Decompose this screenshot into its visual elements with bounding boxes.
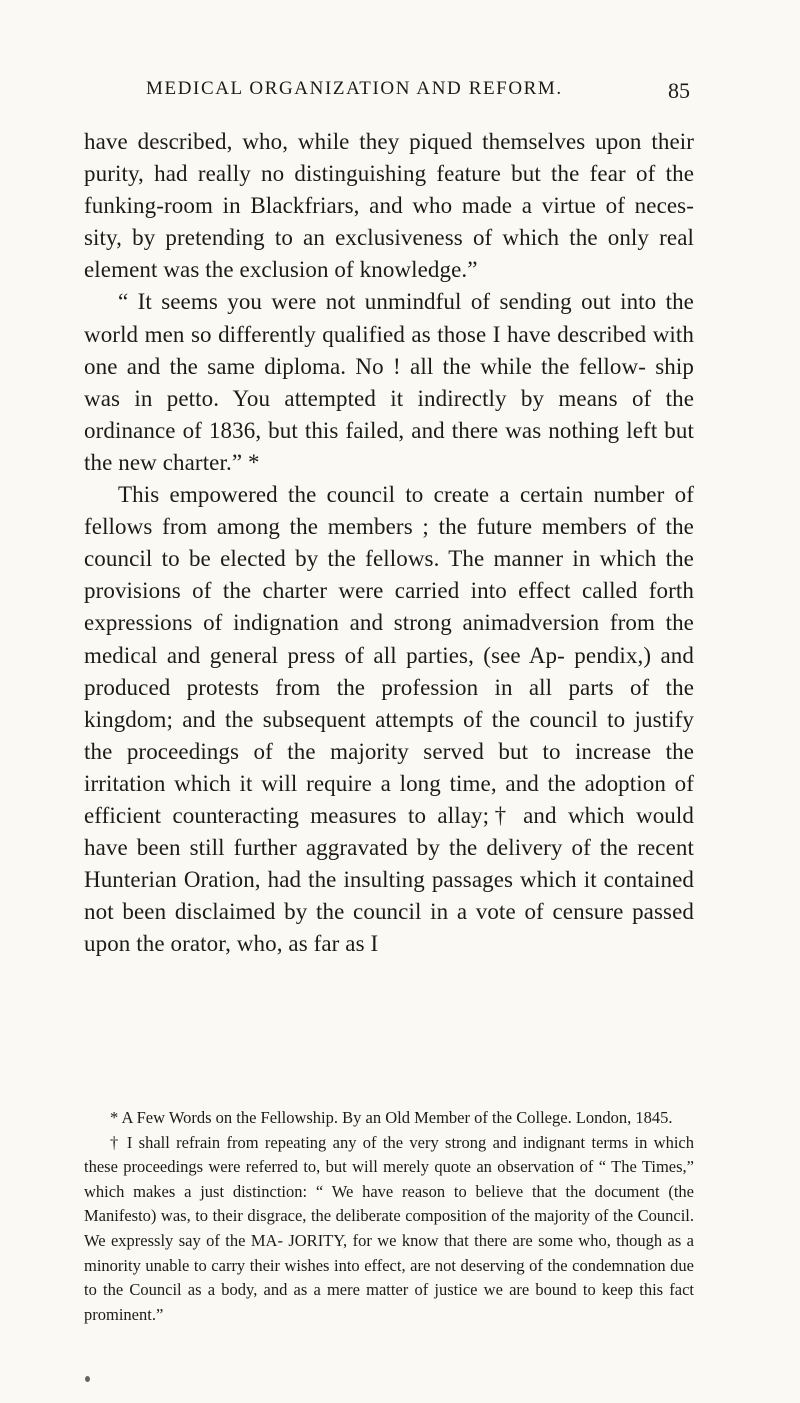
body-text bbox=[84, 126, 694, 960]
page-header bbox=[146, 78, 690, 110]
paragraph: “ It seems you were not unmindful of sending out into the world men so differently qualified as those I have described with one and the same diploma. No ! all the while the fellow- ship was in petto. You attempted it indirectly by means of the ordinance of 1836, but this failed, and there was nothing left but the new charter.” * bbox=[84, 289, 694, 475]
running-head: MEDICAL ORGANIZATION AND REFORM. bbox=[146, 78, 563, 99]
paragraph: This empowered the council to create a certain number of fellows from among the members ; the future members of the council to be elected by the fellows. The manner in which the provisions of the charter were carried into effect called forth expressions of indignation and strong animadversion from the medical and general press of all parties, (see Ap- pendix,) and produced protests from the profession in all parts of the kingdom; and the subsequent attempts of the council to justify the proceedings of the majority served but to increase the irritation which it will require a long time, and the adoption of efficient counteracting measures to allay;† and which would have been still further aggravated by the delivery of the recent Hunterian Oration, had the insulting passages which it contained not been disclaimed by the council in a vote of censure passed upon the orator, who, as far as I bbox=[84, 482, 694, 957]
footnote: * A Few Words on the Fellowship. By an Old Member of the College. London, 1845. bbox=[110, 1108, 673, 1127]
paragraph: have described, who, while they piqued themselves upon their purity, had really no distinguishing feature but the fear of the funking-room in Blackfriars, and who made a virtue of neces- sity, by pretending to an exclusiveness of which the only real element was the exclusion of knowledge.” bbox=[84, 129, 694, 283]
page-number: 85 bbox=[668, 78, 690, 103]
ink-speck bbox=[85, 1376, 90, 1382]
footnote: † I shall refrain from repeating any of the very strong and indignant terms in which these proceedings were referred to, but will merely quote an observation of “ The Times,” which makes a just distinction: “ We have reason to believe that the document (the Manifesto) was, to their disgrace, the deliberate composition of the majority of the Council. We expressly say of the MA- JORITY, for we know that there are some who, though as a minority unable to carry their wishes into effect, are not deserving of the condemnation due to the Council as a body, and as a mere matter of justice we are bound to keep this fact prominent.” bbox=[84, 1132, 694, 1324]
footnotes bbox=[84, 1106, 694, 1327]
